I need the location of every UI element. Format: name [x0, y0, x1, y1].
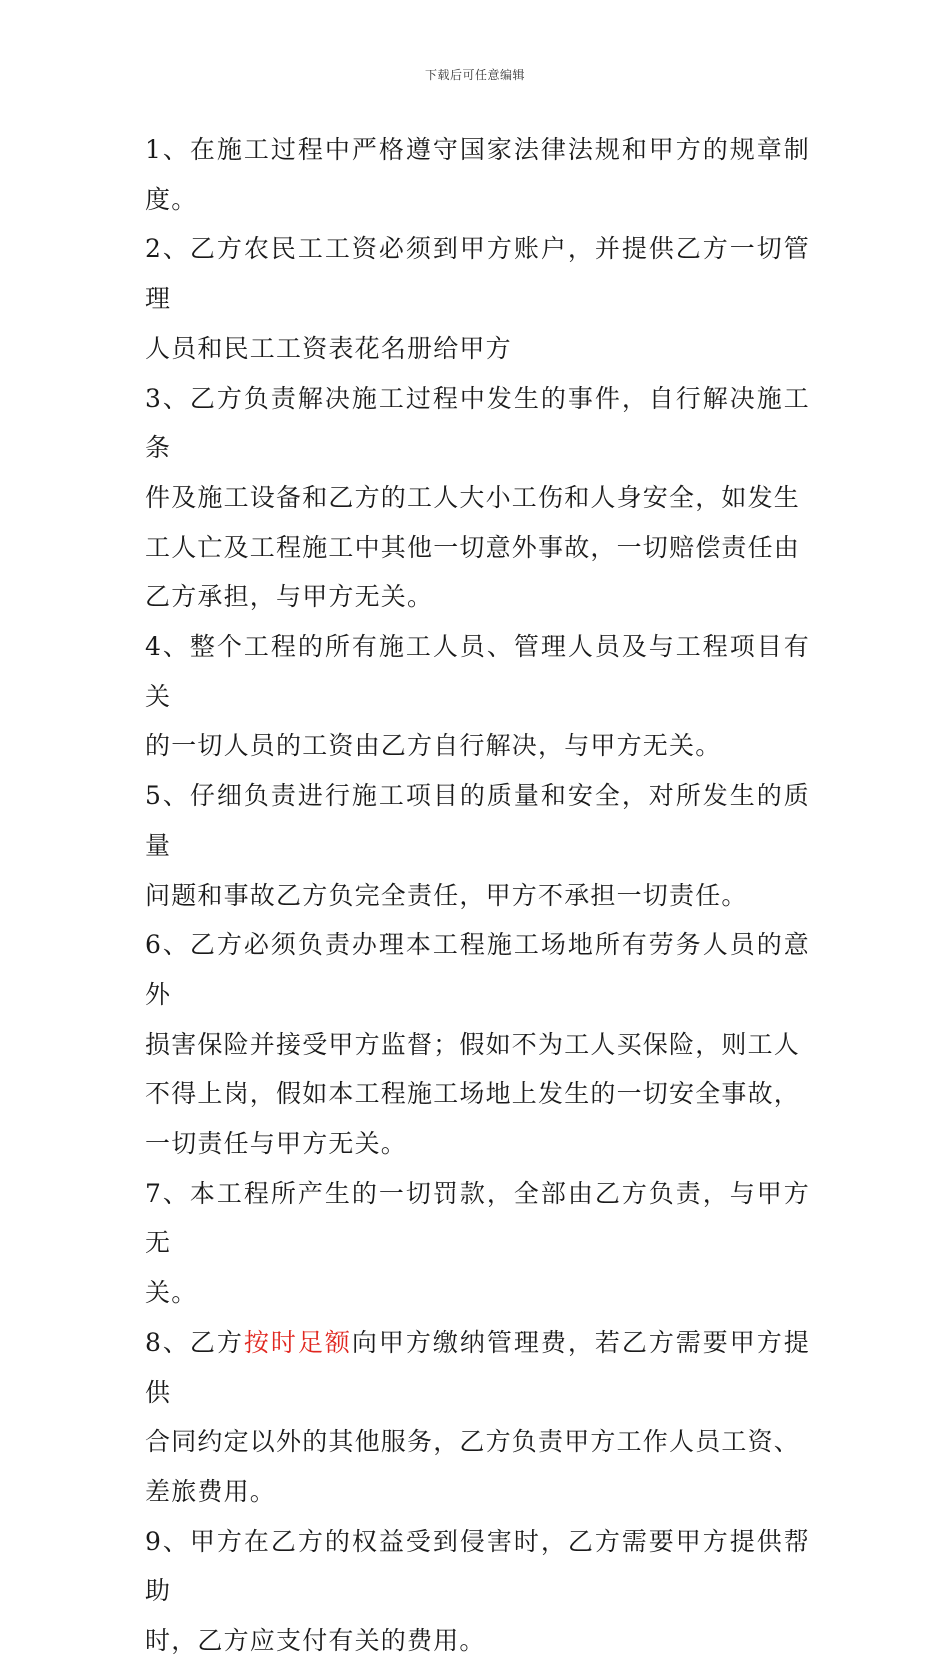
clause-line: 关。 [145, 1278, 198, 1308]
clause-6 [145, 920, 810, 1169]
clause-line: 3、乙方负责解决施工过程中发生的事件，自行解决施工条 [145, 383, 810, 463]
clause-3 [145, 374, 810, 623]
clause-text: 向甲方缴纳管理费，若乙方需要甲方提供 [145, 1327, 810, 1407]
clause-line [145, 1318, 810, 1417]
clause-line: 的一切人员的工资由乙方自行解决，与甲方无关。 [145, 731, 722, 761]
clause-4 [145, 622, 810, 771]
clause-line: 时，乙方应支付有关的费用。 [145, 1626, 486, 1656]
clause-line: 件及施工设备和乙方的工人大小工伤和人身安全，如发生 [145, 482, 801, 512]
clause-line: 2、乙方农民工工资必须到甲方账户，并提供乙方一切管理 [145, 234, 810, 314]
clause-8 [145, 1318, 810, 1517]
clause-2 [145, 224, 810, 373]
clause-line: 人员和民工工资表花名册给甲方 [145, 333, 512, 363]
clause-text: 8、乙方 [145, 1327, 244, 1357]
clause-1 [145, 125, 810, 224]
clause-line: 工人亡及工程施工中其他一切意外事故，一切赔偿责任由 [145, 532, 801, 562]
clause-line: 乙方承担，与甲方无关。 [145, 582, 434, 612]
clause-line: 一切责任与甲方无关。 [145, 1129, 408, 1159]
document-body [145, 125, 810, 1666]
clause-line: 问题和事故乙方负完全责任，甲方不承担一切责任。 [145, 880, 748, 910]
clause-line: 4、整个工程的所有施工人员、管理人员及与工程项目有关 [145, 632, 810, 711]
clause-line: 损害保险并接受甲方监督；假如不为工人买保险，则工人 [145, 1029, 801, 1059]
clause-line: 6、乙方必须负责办理本工程施工场地所有劳务人员的意外 [145, 930, 810, 1009]
clause-line: 合同约定以外的其他服务，乙方负责甲方工作人员工资、 [145, 1427, 801, 1457]
clause-line: 不得上岗，假如本工程施工场地上发生的一切安全事故， [145, 1079, 801, 1109]
clause-5 [145, 771, 810, 920]
highlighted-text: 按时足额 [243, 1327, 352, 1357]
clause-line: 7、本工程所产生的一切罚款，全部由乙方负责，与甲方无 [145, 1178, 810, 1258]
clause-line: 9、甲方在乙方的权益受到侵害时，乙方需要甲方提供帮助 [145, 1526, 810, 1606]
clause-7 [145, 1169, 810, 1318]
page-header: 下载后可任意编辑 [424, 68, 525, 82]
clause-line: 5、仔细负责进行施工项目的质量和安全，对所发生的质量 [145, 781, 810, 860]
clause-9 [145, 1517, 810, 1666]
clause-line: 差旅费用。 [145, 1476, 277, 1506]
clause-line: 1、在施工过程中严格遵守国家法律法规和甲方的规章制度。 [145, 135, 810, 214]
